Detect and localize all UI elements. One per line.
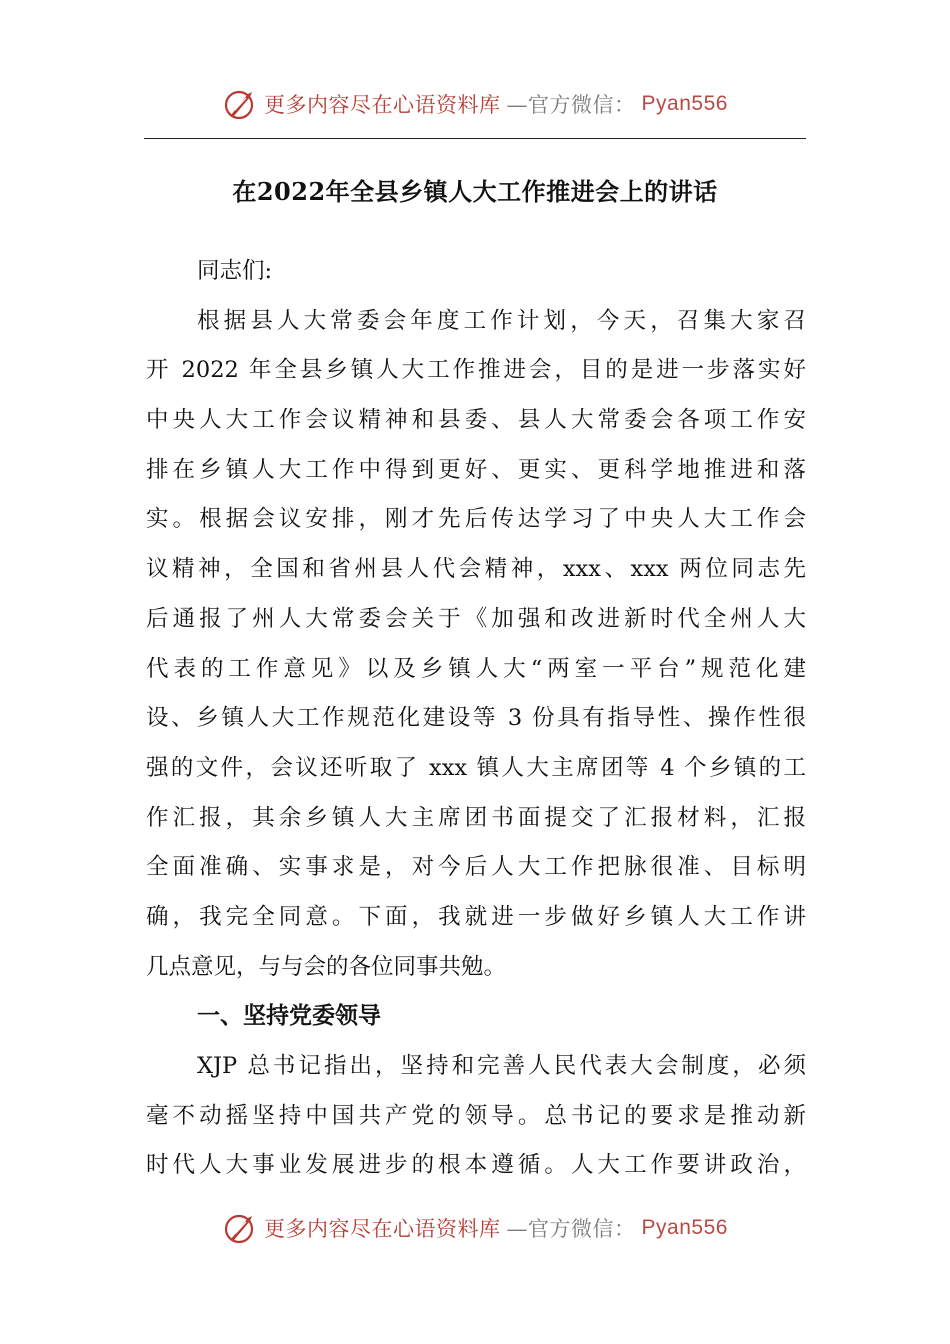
- paragraph-line: 实。根据会议安排，刚才先后传达学习了中央人大工作会: [146, 506, 806, 533]
- watermark-wechat-id: Pyan556: [641, 1216, 728, 1239]
- paragraph-line: 中央人大工作会议精神和县委、县人大常委会各项工作安: [146, 407, 806, 434]
- paragraph-line: 时代人大事业发展进步的根本遵循。人大工作要讲政治，: [146, 1152, 806, 1179]
- paragraph-line: 设、乡镇人大工作规范化建设等 3 份具有指导性、操作性很: [146, 705, 806, 732]
- paragraph-line: XJP 总书记指出，坚持和完善人民代表大会制度，必须: [197, 1053, 806, 1079]
- quill-logo-icon: [222, 86, 258, 122]
- paragraph-line: 议精神，全国和省州县人代会精神，xxx、xxx 两位同志先: [146, 556, 806, 583]
- paragraph-line: 全面准确、实事求是，对今后人大工作把脉很准、目标明: [146, 854, 806, 881]
- quill-logo-icon: [222, 1210, 258, 1246]
- watermark-label: —官方微信：: [506, 1217, 636, 1241]
- paragraph-line: 几点意见，与与会的各位同事共勉。: [146, 953, 507, 980]
- watermark-banner-bottom: [0, 1206, 950, 1250]
- header-divider: [144, 138, 806, 139]
- paragraph-line: 毫不动摇坚持中国共产党的领导。总书记的要求是推动新: [146, 1102, 806, 1129]
- salutation: 同志们:: [197, 258, 273, 284]
- paragraph-line: 确，我完全同意。下面，我就进一步做好乡镇人大工作讲: [146, 903, 806, 930]
- paragraph-line: 作汇报，其余乡镇人大主席团书面提交了汇报材料，汇报: [146, 804, 806, 831]
- paragraph-line: 开 2022 年全县乡镇人大工作推进会，目的是进一步落实好: [146, 357, 806, 384]
- watermark-label: —官方微信：: [506, 93, 636, 117]
- paragraph-line: 根据县人大常委会年度工作计划，今天，召集大家召: [197, 307, 806, 334]
- document-title: 在2022年全县乡镇人大工作推进会上的讲话: [232, 177, 718, 206]
- paragraph-line: 后通报了州人大常委会关于《加强和改进新时代全州人大: [146, 605, 806, 632]
- document-body: [146, 247, 806, 1191]
- paragraph-line: 强的文件，会议还听取了 xxx 镇人大主席团等 4 个乡镇的工: [146, 754, 806, 781]
- watermark-wechat-id: Pyan556: [641, 92, 728, 115]
- watermark-banner-top: [0, 82, 950, 126]
- section-heading: 一、坚持党委领导: [197, 1003, 381, 1030]
- watermark-text: 更多内容尽在心语资料库: [264, 93, 501, 117]
- paragraph-line: 代表的工作意见》以及乡镇人大“两室一平台”规范化建: [146, 655, 806, 682]
- paragraph-line: 排在乡镇人大工作中得到更好、更实、更科学地推进和落: [146, 456, 806, 483]
- watermark-text: 更多内容尽在心语资料库: [264, 1217, 501, 1241]
